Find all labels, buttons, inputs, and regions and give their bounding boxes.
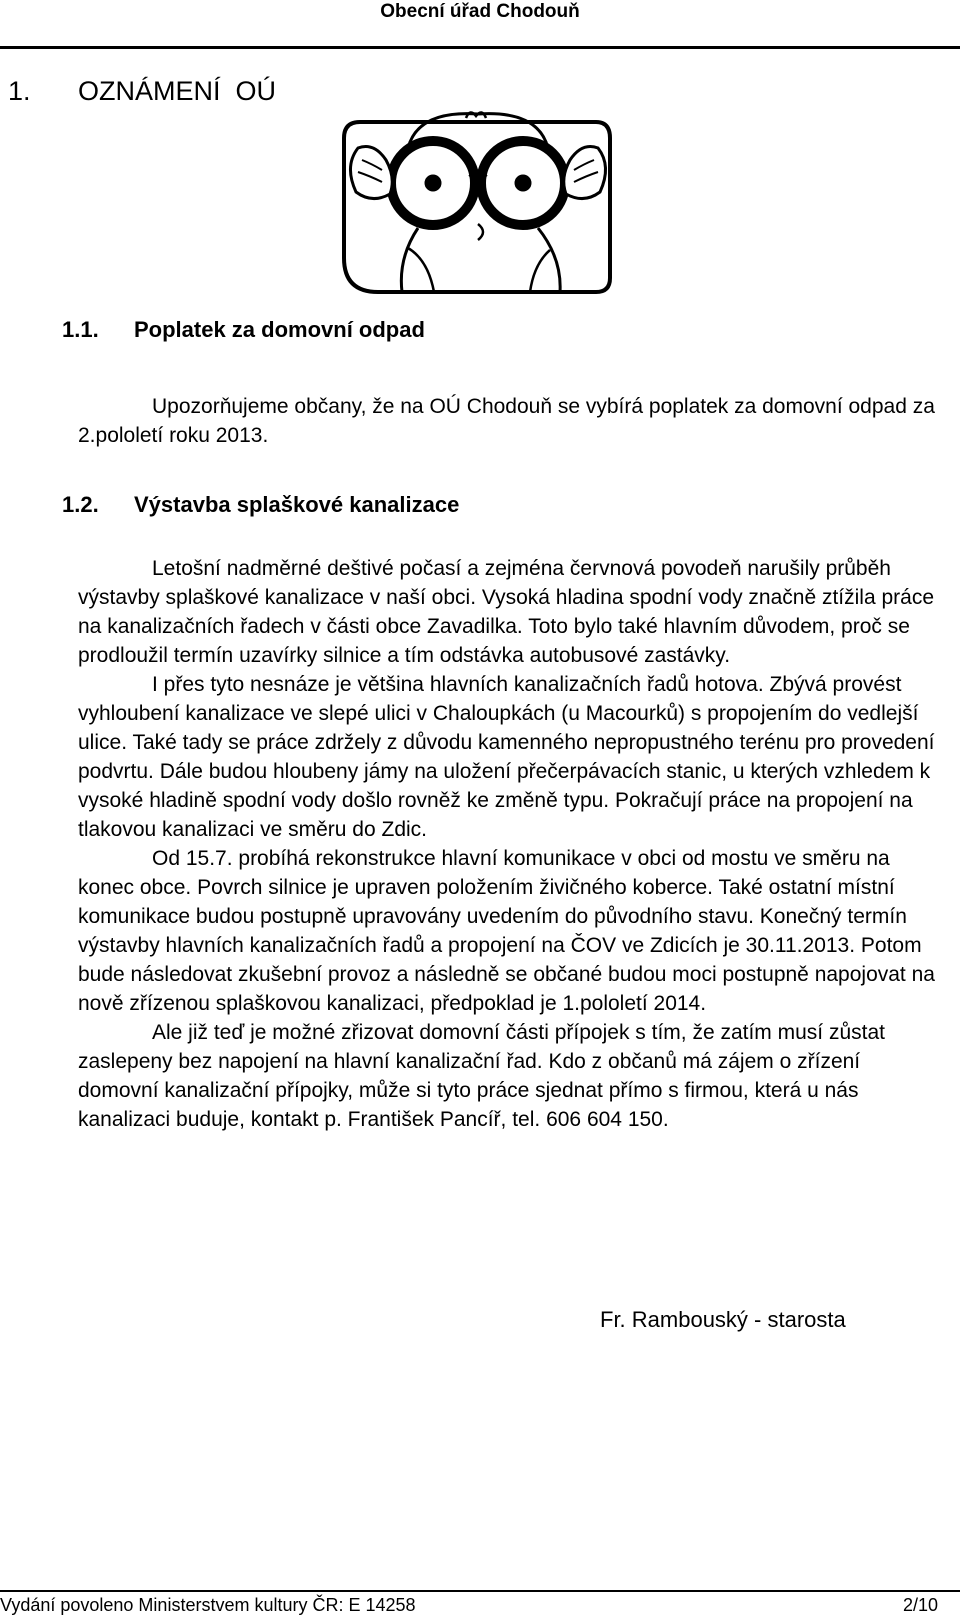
cartoon-glasses-icon [338, 108, 620, 312]
paragraph: Od 15.7. probíhá rekonstrukce hlavní komunikace v obci od mostu ve směru na konec obce. Povrch silnice je upraven položením živičného koberce. Také ostatní místní komunikace budou postupně upravovány uvedením do původního stavu. Konečný termín výstavby hlavních kanalizačních řadů a propojení na ČOV ve Zdicích je 30.11.2013. Potom bude následovat zkušební provoz a následně se občané budou moci postupně napojovat na nově zřízenou splaškovou kanalizaci, předpoklad je 1.pololetí 2014. [78, 847, 935, 1015]
paragraph: Letošní nadměrné deštivé počasí a zejména červnová povodeň narušily průběh výstavby splaškové kanalizace v naší obci. Vysoká hladina spodní vody značně ztížila práce na kanalizačních řadech v části obce Zavadilka. Toto bylo také hlavním důvodem, proč se prodloužil termín uzavírky silnice a tím odstávka autobusové zastávky. [78, 557, 935, 667]
header-divider [0, 46, 960, 49]
subsection-number: 1.1. [62, 317, 99, 342]
page-number: 2/10 [902, 1595, 938, 1615]
section-number: 1. [8, 76, 31, 106]
subsection-body [78, 554, 942, 1134]
paragraph: Upozorňujeme občany, že na OÚ Chodouň se vybírá poplatek za domovní odpad za 2.pololetí roku 2013. [78, 395, 935, 447]
subsection-body [78, 392, 942, 450]
section-title: OZNÁMENÍ OÚ [78, 76, 277, 106]
subsection-title: Poplatek za domovní odpad [134, 317, 425, 342]
section-heading [8, 73, 276, 109]
footer-divider [0, 1590, 960, 1592]
subsection-number: 1.2. [62, 492, 99, 517]
signature: Fr. Rambouský - starosta [600, 1307, 846, 1332]
subsection-title: Výstavba splaškové kanalizace [134, 492, 460, 517]
page-header-title: Obecní úřad Chodouň [380, 1, 580, 22]
footer-publication-note: Vydání povoleno Ministerstvem kultury ČR: E 14258 [0, 1595, 416, 1615]
paragraph: I přes tyto nesnáze je většina hlavních kanalizačních řadů hotova. Zbývá provést vyhloubení kanalizace ve slepé ulici v Chaloupkách (u Macourků) s propojením do vedlejší ulice. Také tady se práce zdržely z důvodu kamenného nepropustného terénu pro provedení podvrtu. Dále budou hloubeny jámy na uložení přečerpávacích stanic, u kterých vzhledem k vysoké hladině spodní vody došlo rovněž ke změně typu. Pokračují práce na propojení na tlakovou kanalizaci ve směru do Zdic. [78, 673, 935, 841]
paragraph: Ale již teď je možné zřizovat domovní části přípojek s tím, že zatím musí zůstat zaslepeny bez napojení na hlavní kanalizační řad. Kdo z občanů má zájem o zřízení domovní kanalizační přípojky, může si tyto práce sjednat přímo s firmou, která u nás kanalizaci buduje, kontakt p. František Pancíř, tel. 606 604 150. [78, 1021, 886, 1131]
